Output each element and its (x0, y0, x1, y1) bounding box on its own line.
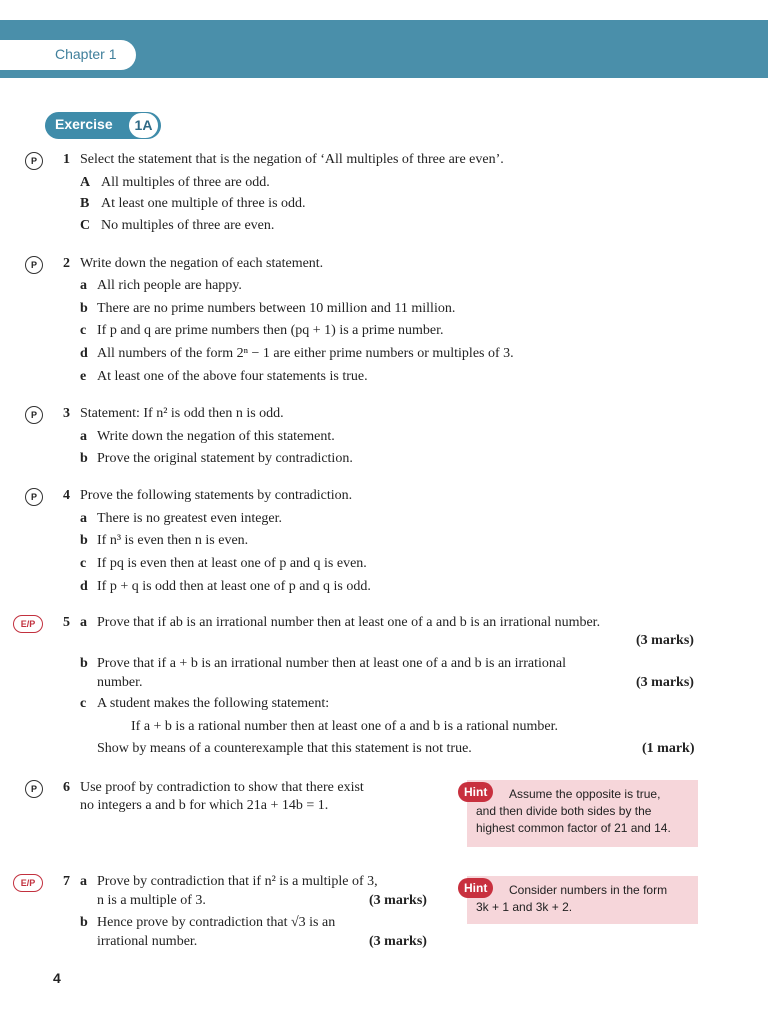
marks-label: (3 marks) (369, 934, 427, 949)
part-text-continued: n is a multiple of 3. (97, 893, 206, 908)
problem-solving-icon: P (25, 488, 43, 506)
hint-text: Consider numbers in the form (509, 883, 668, 897)
part-text: All rich people are happy. (97, 278, 242, 293)
part-letter: d (80, 346, 88, 361)
option-text: At least one multiple of three is odd. (101, 196, 306, 211)
option-text: All multiples of three are odd. (101, 175, 270, 190)
question-stem: Statement: If n² is odd then n is odd. (80, 406, 284, 421)
part-text: Prove that if a + b is an irrational number then at least one of a and b is an irrational (97, 656, 566, 671)
option-text: No multiples of three are even. (101, 218, 275, 233)
chapter-label: Chapter 1 (55, 46, 117, 62)
question-number: 1 (63, 152, 70, 167)
part-text-continued: Show by means of a counterexample that this statement is not true. (97, 741, 472, 756)
part-letter: d (80, 579, 88, 594)
question-stem-continued: no integers a and b for which 21a + 14b = 1. (80, 798, 329, 813)
part-letter: c (80, 696, 87, 711)
part-text: If n³ is even then n is even. (97, 533, 249, 548)
hint-text: Assume the opposite is true, (509, 787, 661, 801)
marks-label: (3 marks) (636, 633, 694, 648)
hint-text: and then divide both sides by the (476, 804, 652, 818)
hint-text: highest common factor of 21 and 14. (476, 821, 671, 835)
part-letter: b (80, 656, 88, 671)
option-letter: B (80, 196, 90, 211)
part-text: There are no prime numbers between 10 million and 11 million. (97, 301, 456, 316)
page-number: 4 (53, 970, 61, 986)
question-number: 5 (63, 615, 70, 630)
question-number: 6 (63, 780, 70, 795)
quoted-statement: If a + b is a rational number then at least one of a and b is a rational number. (131, 719, 558, 734)
option-letter: A (80, 175, 91, 190)
marks-label: (1 mark) (642, 741, 695, 756)
question-stem: Use proof by contradiction to show that there exist (80, 780, 364, 795)
hint-label: Hint (458, 878, 493, 898)
part-letter: b (80, 915, 88, 930)
part-text: If p and q are prime numbers then (pq + 1) is a prime number. (97, 323, 444, 338)
hint-label: Hint (458, 782, 493, 802)
part-letter: e (80, 369, 87, 384)
part-letter: b (80, 451, 88, 466)
question-stem: Select the statement that is the negation of ‘All multiples of three are even’. (80, 152, 504, 167)
exercise-number: 1A (128, 112, 159, 139)
part-text: Prove by contradiction that if n² is a multiple of 3, (97, 874, 378, 889)
part-text: Prove the original statement by contradiction. (97, 451, 353, 466)
hint-text: 3k + 1 and 3k + 2. (476, 900, 573, 914)
exercise-label: Exercise (55, 116, 113, 132)
part-text: Write down the negation of this statement. (97, 429, 335, 444)
part-letter: b (80, 301, 88, 316)
question-number: 3 (63, 406, 70, 421)
part-text-continued: irrational number. (97, 934, 198, 949)
marks-label: (3 marks) (636, 675, 694, 690)
question-stem: Write down the negation of each statement. (80, 256, 324, 271)
exam-problem-icon: E/P (13, 615, 43, 633)
part-letter: a (80, 511, 87, 526)
problem-solving-icon: P (25, 780, 43, 798)
part-letter: c (80, 323, 87, 338)
part-text: Prove that if ab is an irrational number then at least one of a and b is an irrational number. (97, 615, 601, 630)
part-letter: a (80, 615, 87, 630)
part-text: If pq is even then at least one of p and q is even. (97, 556, 367, 571)
marks-label: (3 marks) (369, 893, 427, 908)
question-number: 2 (63, 256, 70, 271)
problem-solving-icon: P (25, 256, 43, 274)
part-text: A student makes the following statement: (97, 696, 330, 711)
part-letter: c (80, 556, 87, 571)
question-number: 4 (63, 488, 70, 503)
problem-solving-icon: P (25, 406, 43, 424)
part-text: Hence prove by contradiction that √3 is an (97, 915, 336, 930)
part-letter: a (80, 429, 87, 444)
part-text: At least one of the above four statements is true. (97, 369, 368, 384)
problem-solving-icon: P (25, 152, 43, 170)
question-stem: Prove the following statements by contradiction. (80, 488, 353, 503)
part-letter: a (80, 874, 87, 889)
part-letter: a (80, 278, 87, 293)
part-text: All numbers of the form 2ⁿ − 1 are either prime numbers or multiples of 3. (97, 346, 514, 361)
part-text: If p + q is odd then at least one of p and q is odd. (97, 579, 371, 594)
option-letter: C (80, 218, 91, 233)
part-letter: b (80, 533, 88, 548)
part-text-continued: number. (97, 675, 143, 690)
part-text: There is no greatest even integer. (97, 511, 283, 526)
question-number: 7 (63, 874, 70, 889)
exam-problem-icon: E/P (13, 874, 43, 892)
